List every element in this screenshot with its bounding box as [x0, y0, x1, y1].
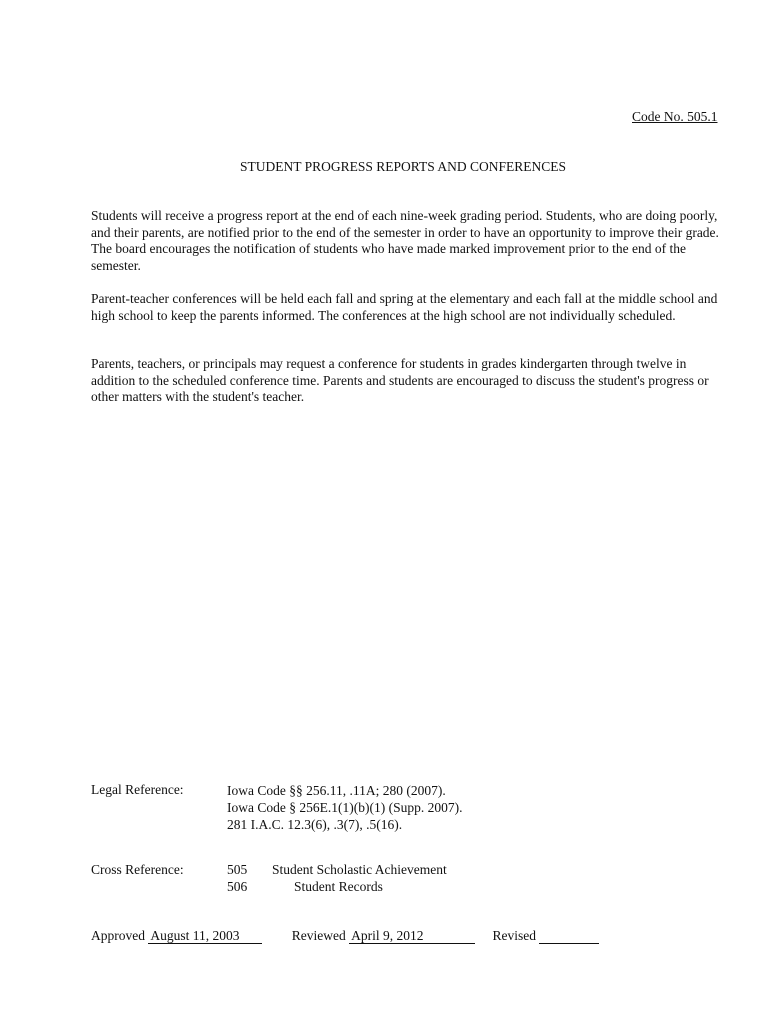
- legal-reference-line: Iowa Code §§ 256.11, .11A; 280 (2007).: [227, 783, 446, 798]
- cross-reference-label: Cross Reference:: [91, 862, 184, 877]
- cross-reference-code: 505: [227, 862, 248, 877]
- approved-date: August 11, 2003: [148, 929, 262, 944]
- legal-reference-line: Iowa Code § 256E.1(1)(b)(1) (Supp. 2007).: [227, 800, 463, 815]
- code-number: Code No. 505.1: [632, 109, 718, 124]
- paragraph-progress-reports: Students will receive a progress report at the end of each nine-week grading period. Students, who are doing poorly, and their parents, are notified prior to the end of the semester in order to have an opportunity to improve their grade. The board encourages the notification of students who have made marked improvement prior to the end of the semester.: [91, 208, 719, 273]
- cross-reference-code: 506: [227, 879, 248, 894]
- cross-reference-title: Student Records: [294, 879, 383, 894]
- legal-reference-list: [227, 782, 462, 833]
- cross-reference-title: Student Scholastic Achievement: [272, 862, 447, 877]
- revised-date: [539, 929, 599, 944]
- legal-reference-line: 281 I.A.C. 12.3(6), .3(7), .5(16).: [227, 817, 403, 832]
- reviewed-label: Reviewed: [291, 928, 346, 943]
- paragraph-conferences: Parent-teacher conferences will be held each fall and spring at the elementary and each fall at the middle school and high school to keep the parents informed. The conferences at the high school are not individually scheduled.: [91, 291, 718, 323]
- cross-reference-item: [227, 879, 383, 895]
- revised-label: Revised: [492, 928, 536, 943]
- legal-reference-label: Legal Reference:: [91, 782, 184, 797]
- document-title: STUDENT PROGRESS REPORTS AND CONFERENCES: [239, 159, 566, 174]
- paragraph-conference-requests: Parents, teachers, or principals may request a conference for students in grades kindergarten through twelve in addition to the scheduled conference time. Parents and students are encouraged to discuss the student's progress or other matters with the student's teacher.: [91, 356, 709, 404]
- cross-reference-item: [227, 862, 447, 878]
- reviewed-date: April 9, 2012: [349, 929, 475, 944]
- approved-label: Approved: [91, 928, 145, 943]
- approval-line: [91, 928, 599, 944]
